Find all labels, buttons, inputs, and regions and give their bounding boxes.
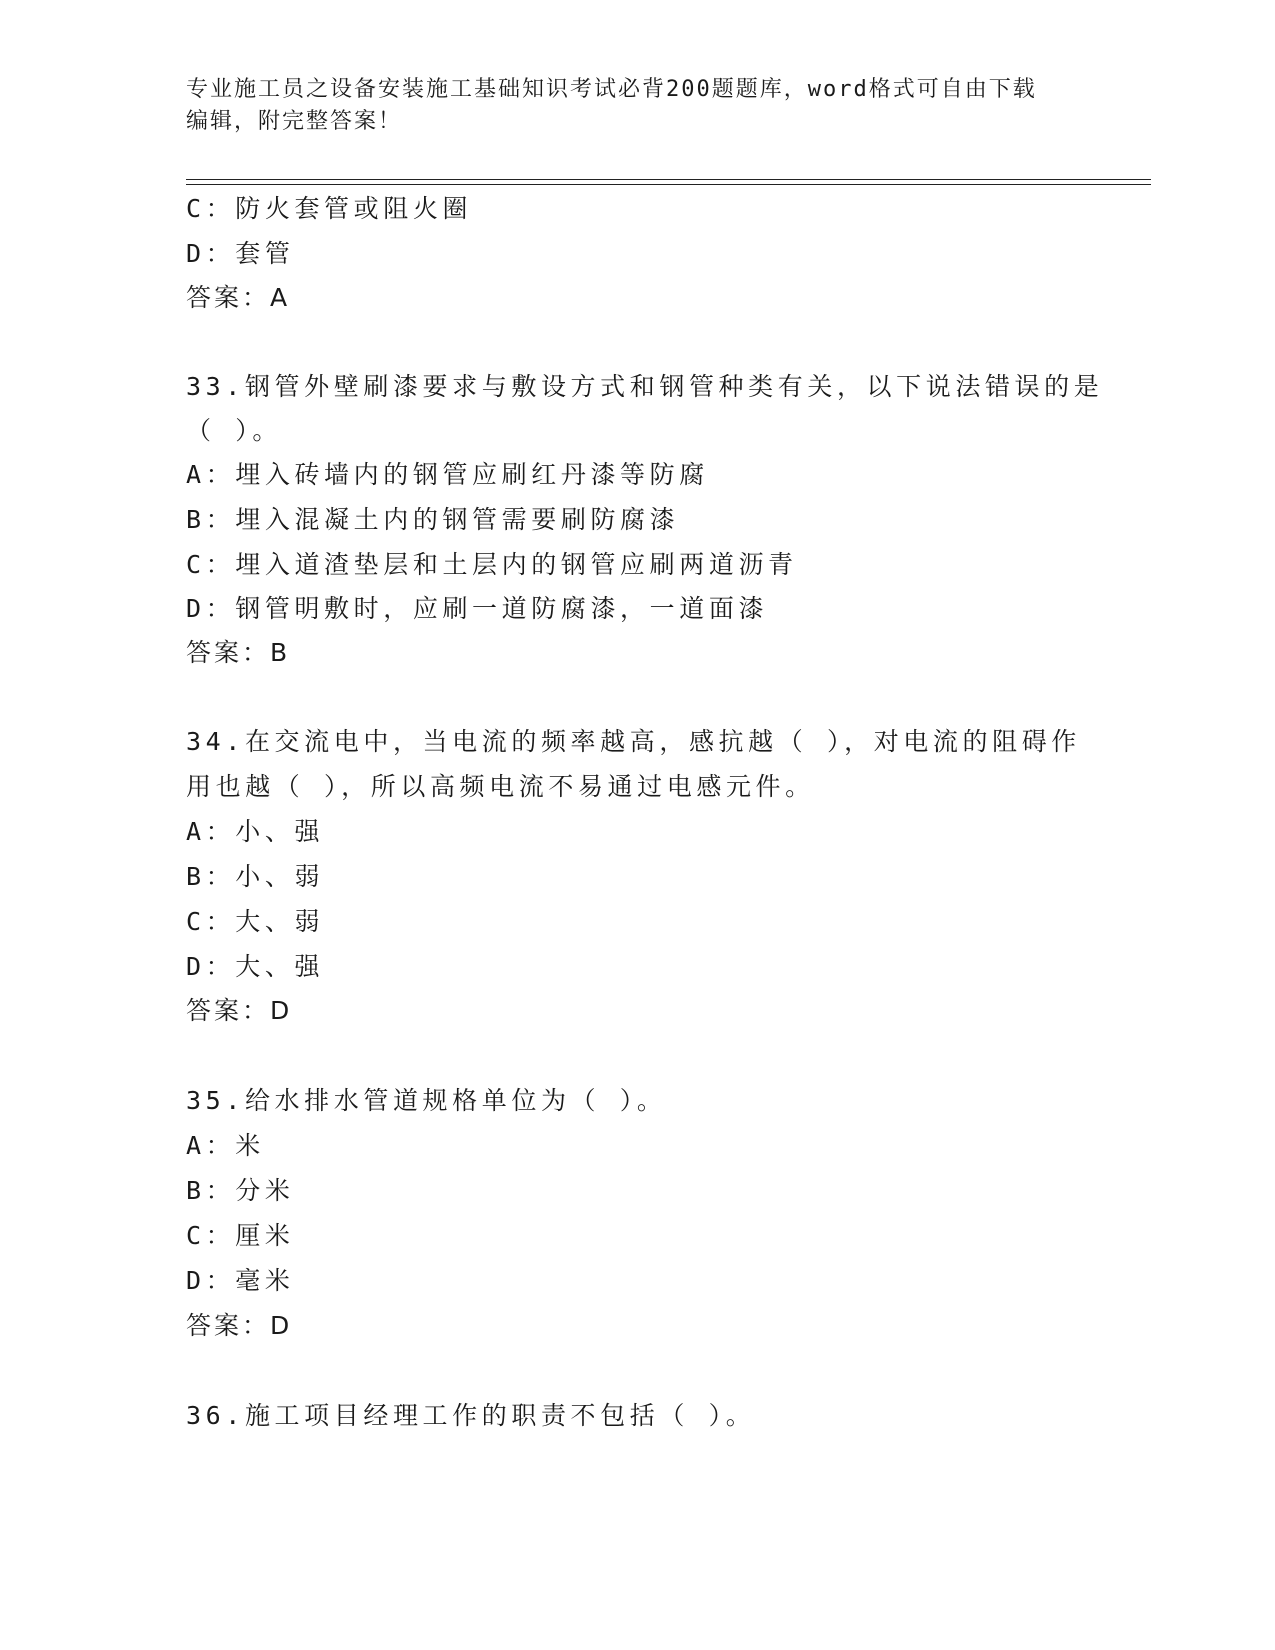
- q32-answer: 答案：A: [186, 283, 291, 312]
- header-title-line-2: 编辑，附完整答案！: [186, 109, 403, 134]
- q33-stem-line-1: 33.钢管外壁刷漆要求与敷设方式和钢管种类有关，以下说法错误的是: [186, 372, 1104, 401]
- q35-option-c: C：厘米: [186, 1221, 295, 1250]
- q34-answer: 答案：D: [186, 996, 293, 1025]
- header-divider-top: [186, 179, 1151, 180]
- document-header: [186, 74, 1086, 138]
- q33-option-c: C：埋入道渣垫层和土层内的钢管应刷两道沥青: [186, 550, 798, 579]
- q35-option-b: B：分米: [186, 1176, 295, 1205]
- q34-stem-line-2: 用也越（ ），所以高频电流不易通过电感元件。: [186, 772, 815, 801]
- q34-option-c: C：大、弱: [186, 907, 325, 936]
- q33-stem-line-2: （ ）。: [186, 416, 282, 445]
- q33-option-d: D：钢管明敷时，应刷一道防腐漆，一道面漆: [186, 594, 769, 623]
- q34-option-b: B：小、弱: [186, 862, 325, 891]
- q34-option-d: D：大、强: [186, 952, 325, 981]
- q35-option-a: A：米: [186, 1131, 265, 1160]
- q33-option-a: A：埋入砖墙内的钢管应刷红丹漆等防腐: [186, 460, 709, 489]
- q34-stem-line-1: 34.在交流电中，当电流的频率越高，感抗越（ ），对电流的阻碍作: [186, 727, 1081, 756]
- q36-stem-line-1: 36.施工项目经理工作的职责不包括（ ）。: [186, 1401, 756, 1430]
- q32-option-c: C：防火套管或阻火圈: [186, 194, 473, 223]
- q35-option-d: D：毫米: [186, 1266, 295, 1295]
- q33-answer: 答案：B: [186, 638, 291, 667]
- q32-option-d: D：套管: [186, 239, 295, 268]
- q35-stem-line-1: 35.给水排水管道规格单位为（ ）。: [186, 1086, 667, 1115]
- q33-option-b: B：埋入混凝土内的钢管需要刷防腐漆: [186, 505, 680, 534]
- header-divider-bottom: [186, 184, 1151, 185]
- q35-answer: 答案：D: [186, 1311, 293, 1340]
- header-title-line-1: 专业施工员之设备安装施工基础知识考试必背200题题库，word格式可自由下载: [186, 77, 1037, 102]
- q34-option-a: A：小、强: [186, 817, 325, 846]
